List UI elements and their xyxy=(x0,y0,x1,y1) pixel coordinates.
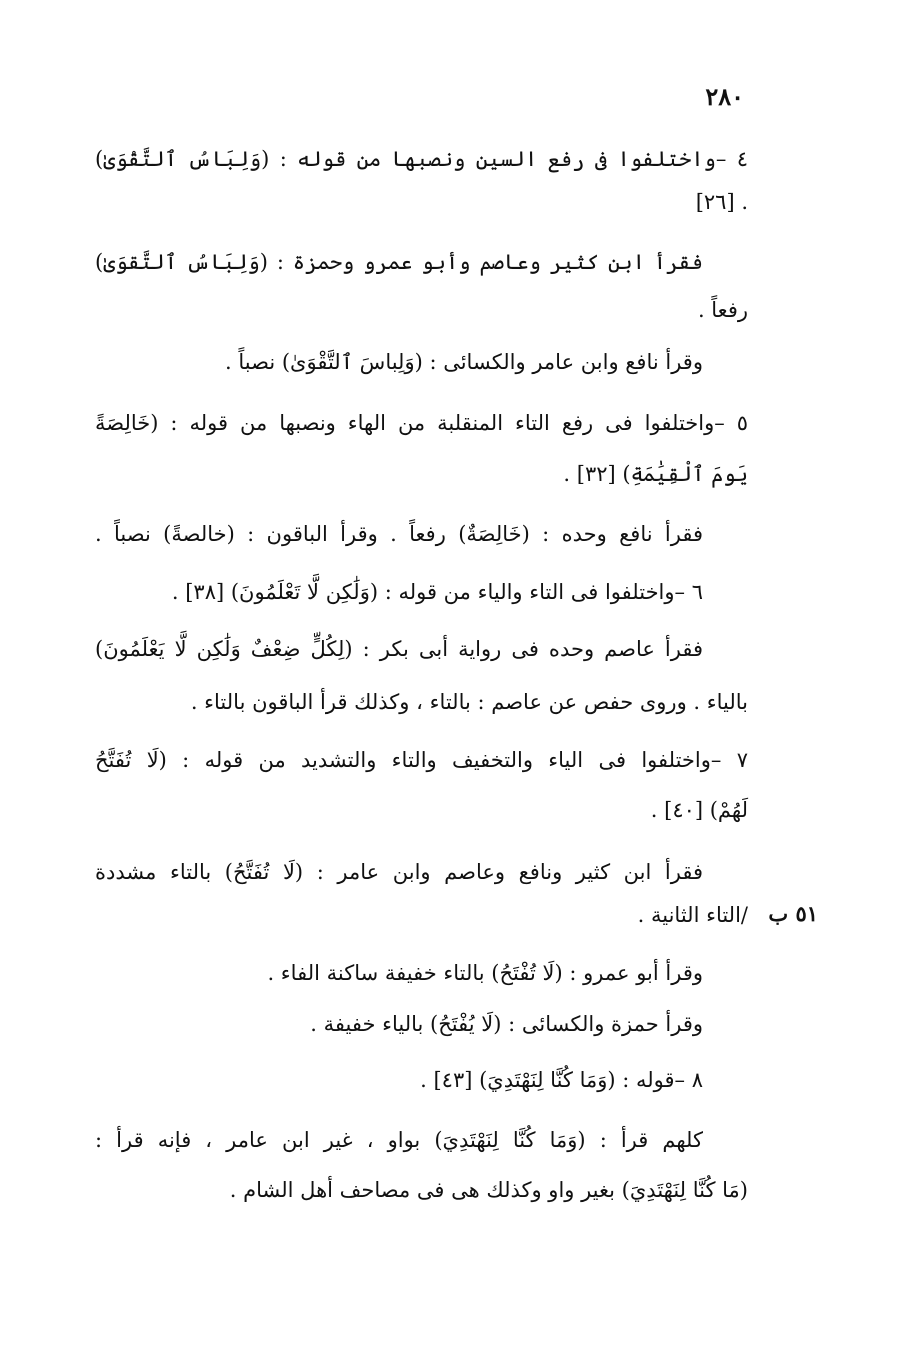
text-line: وقرأ أبو عمرو : (لَا تُفْتَحُ) بالتاء خفيفة ساكنة الفاء . xyxy=(267,961,703,985)
text-line: /التاء الثانية . xyxy=(637,903,748,927)
page-number: ٢٨٠ xyxy=(705,82,744,111)
text-line: فقرأ ابن كثير ونافع وعاصم وابن عامر : (لَا تُفَتَّحُ) بالتاء مشددة xyxy=(95,860,703,884)
text-line: ٥ –واختلفوا فى رفع التاء المنقلبة من الهاء ونصبها من قوله : (خَالِصَةً xyxy=(95,411,748,435)
text-line: وقرأ نافع وابن عامر والكسائى : (وَلِباسَ ٱلتَّقْوَىٰ) نصباً . xyxy=(225,350,703,374)
text-line: بالياء . وروى حفص عن عاصم : بالتاء ، وكذلك قرأ الباقون بالتاء . xyxy=(190,690,748,714)
text-line: ٤ –واختلفوا فى رفع السين ونصبها من قوله : (وَلِبَاسُ ٱلتَّقْوَىٰ) xyxy=(95,147,748,171)
text-line: رفعاً . xyxy=(697,298,748,322)
text-line: ٨ –قوله : (وَمَا كُنَّا لِنَهْتَدِيَ) [٤٣] . xyxy=(420,1068,703,1092)
text-line: لَهُمْ) [٤٠] . xyxy=(650,798,748,822)
text-line: فقرأ عاصم وحده فى رواية أبى بكر : (لِكُلٍّ ضِعْفٌ وَلَٰكِن لَّا يَعْلَمُونَ) xyxy=(95,637,703,661)
margin-note: ٥١ ب xyxy=(768,901,818,926)
text-line: (مَا كُنَّا لِنَهْتَدِيَ) بغير واو وكذلك هى فى مصاحف أهل الشام . xyxy=(229,1178,748,1202)
text-line: فقرأ نافع وحده : (خَالِصَةٌ) رفعاً . وقرأ الباقون : (خالصةً) نصباً . xyxy=(95,522,703,546)
text-line: يَومَ ٱلْقِيَٰمَةِ) [٣٢] . xyxy=(563,462,748,486)
text-line: . [٢٦] xyxy=(695,190,748,214)
text-line: كلهم قرأ : (وَمَا كُنَّا لِنَهْتَدِيَ) بواو ، غير ابن عامر ، فإنه قرأ : xyxy=(95,1128,703,1152)
text-line: وقرأ حمزة والكسائى : (لَا يُفْتَحُ) بالياء خفيفة . xyxy=(310,1012,703,1036)
text-line: ٦ –واختلفوا فى التاء والياء من قوله : (وَلَٰكِن لَّا تَعْلَمُونَ) [٣٨] . xyxy=(171,580,703,604)
text-line: ٧ –واختلفوا فى الياء والتخفيف والتاء والتشديد من قوله : (لَا تُفَتَّحُ xyxy=(95,748,748,772)
text-line: فقرأ ابن كثير وعاصم وأبو عمرو وحمزة : (وَلِبَاسُ ٱلتَّقوَىٰ) xyxy=(95,250,703,274)
